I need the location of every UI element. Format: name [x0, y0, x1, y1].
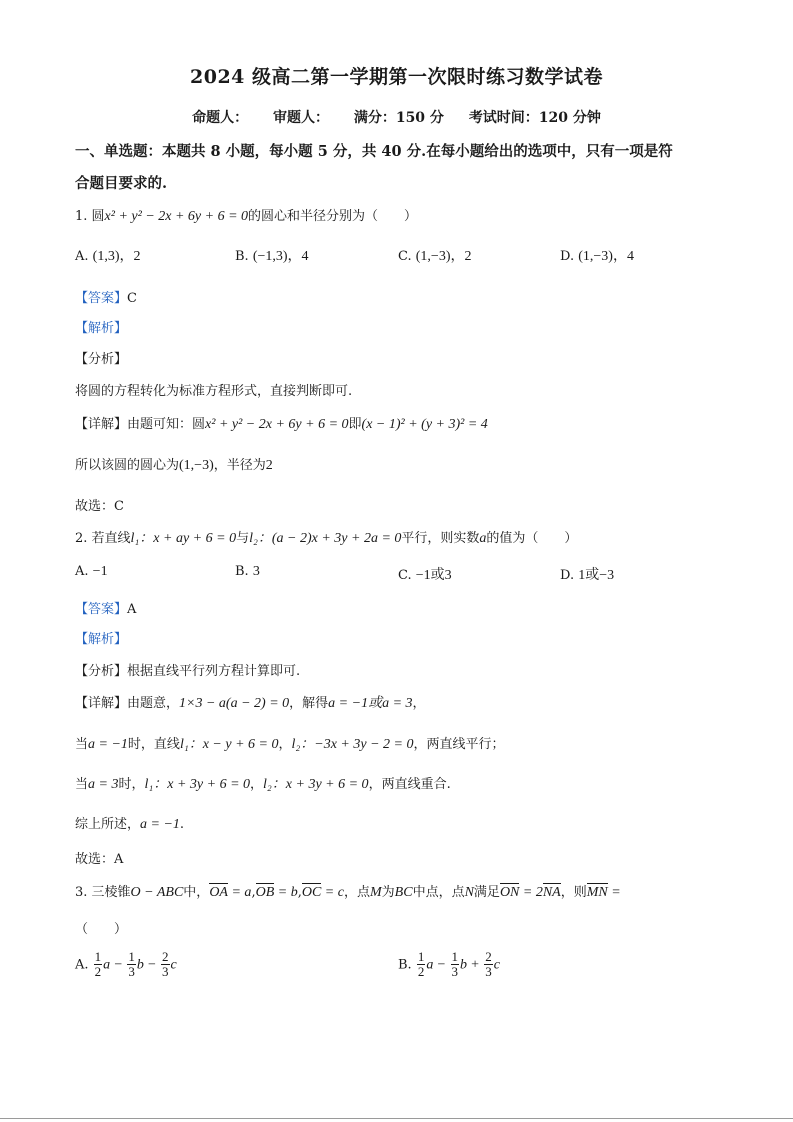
- q1-choose: 故选：C: [75, 499, 124, 514]
- q2-answer: 【答案】A: [75, 602, 137, 617]
- q2-choose: 故选：A: [75, 852, 124, 867]
- vector-oa: OA: [209, 885, 228, 900]
- q1-option-d: D. (1,−3)，4: [560, 249, 634, 264]
- q3-option-b: B. $\frac{1}{2}$ a − $\frac{1}{3}$ b + $\frac{2}{3}$ c: [398, 949, 500, 980]
- q2-analysis-tag: 【解析】: [75, 632, 128, 647]
- q3-option-a: A. $\frac{1}{2}$ a − $\frac{1}{3}$ b − $\frac{2}{3}$ c: [75, 949, 177, 980]
- q1-detail: 【详解】由题可知：圆x² + y² − 2x + 6y + 6 = 0即(x − 1)² + (y + 3)² = 4: [75, 417, 488, 432]
- vector-mn: MN: [586, 885, 608, 900]
- q1-option-b: B. (−1,3)，4: [235, 249, 309, 264]
- q2-option-c: C. −1或3: [398, 568, 452, 583]
- proposer-label: 命题人：: [192, 110, 249, 126]
- reviewer-label: 审题人：: [272, 110, 329, 126]
- q1-option-a: A. (1,3)，2: [75, 249, 141, 264]
- q2-option-d: D. 1或−3: [560, 568, 615, 583]
- q1-conclusion: 所以该圆的圆心为(1,−3)，半径为2: [75, 458, 273, 473]
- q2-fenxi: 【分析】根据直线平行列方程计算即可.: [75, 664, 301, 679]
- exam-time: 考试时间：120 分钟: [468, 110, 601, 126]
- q2-detail: 【详解】由题意，1×3 − a(a − 2) = 0，解得a = −1或a = 3，: [75, 696, 426, 711]
- page-bottom-rule: [0, 1118, 793, 1119]
- q2-case1: 当a = −1时，直线l₁：x − y + 6 = 0，l₂：−3x + 3y − 2 = 0，两直线平行；: [75, 737, 505, 752]
- section-heading-line1: 一、单选题：本题共 8 小题，每小题 5 分，共 40 分.在每小题给出的选项中，只有一项是符: [75, 143, 673, 160]
- q1-option-c: C. (1,−3)，2: [398, 249, 472, 264]
- q2-stem: 2. 若直线l₁：x + ay + 6 = 0与l₂：(a − 2)x + 3y + 2a = 0平行，则实数a的值为（ ）: [75, 531, 578, 546]
- section-heading-line2: 合题目要求的.: [75, 175, 168, 192]
- q3-paren: （ ）: [75, 922, 128, 937]
- q3-stem: 3. 三棱锥O − ABC中，OA = a,OB = b,OC = c，点M为BC中点，点N满足ON = 2NA，则MN =: [75, 885, 621, 900]
- q1-number: 1. 圆: [75, 209, 105, 224]
- vector-on: ON: [499, 885, 520, 900]
- q1-answer: 【答案】C: [75, 291, 137, 306]
- q1-stem-rest: 的圆心和半径分别为（ ）: [248, 209, 418, 224]
- page-title: 2024 级高二第一学期第一次限时练习数学试卷: [190, 66, 603, 88]
- full-score: 满分：150 分: [353, 110, 444, 126]
- vector-na: NA: [542, 885, 561, 900]
- vector-oc: OC: [301, 885, 322, 900]
- q1-equation: x² + y² − 2x + 6y + 6 = 0: [104, 209, 249, 224]
- q1-analysis-tag: 【解析】: [75, 321, 128, 336]
- exam-meta: [0, 107, 793, 127]
- q1-fenxi-text: 将圆的方程转化为标准方程形式，直接判断即可.: [75, 384, 353, 399]
- q2-summary: 综上所述，a = −1.: [75, 817, 185, 832]
- vector-ob: OB: [255, 885, 275, 900]
- q2-option-a: A. −1: [75, 564, 108, 579]
- q1-stem: [75, 205, 417, 225]
- q2-case2: 当a = 3时，l₁：x + 3y + 6 = 0，l₂：x + 3y + 6 = 0，两直线重合.: [75, 777, 451, 792]
- q2-option-b: B. 3: [235, 564, 260, 579]
- q1-fenxi-tag: 【分析】: [75, 352, 128, 367]
